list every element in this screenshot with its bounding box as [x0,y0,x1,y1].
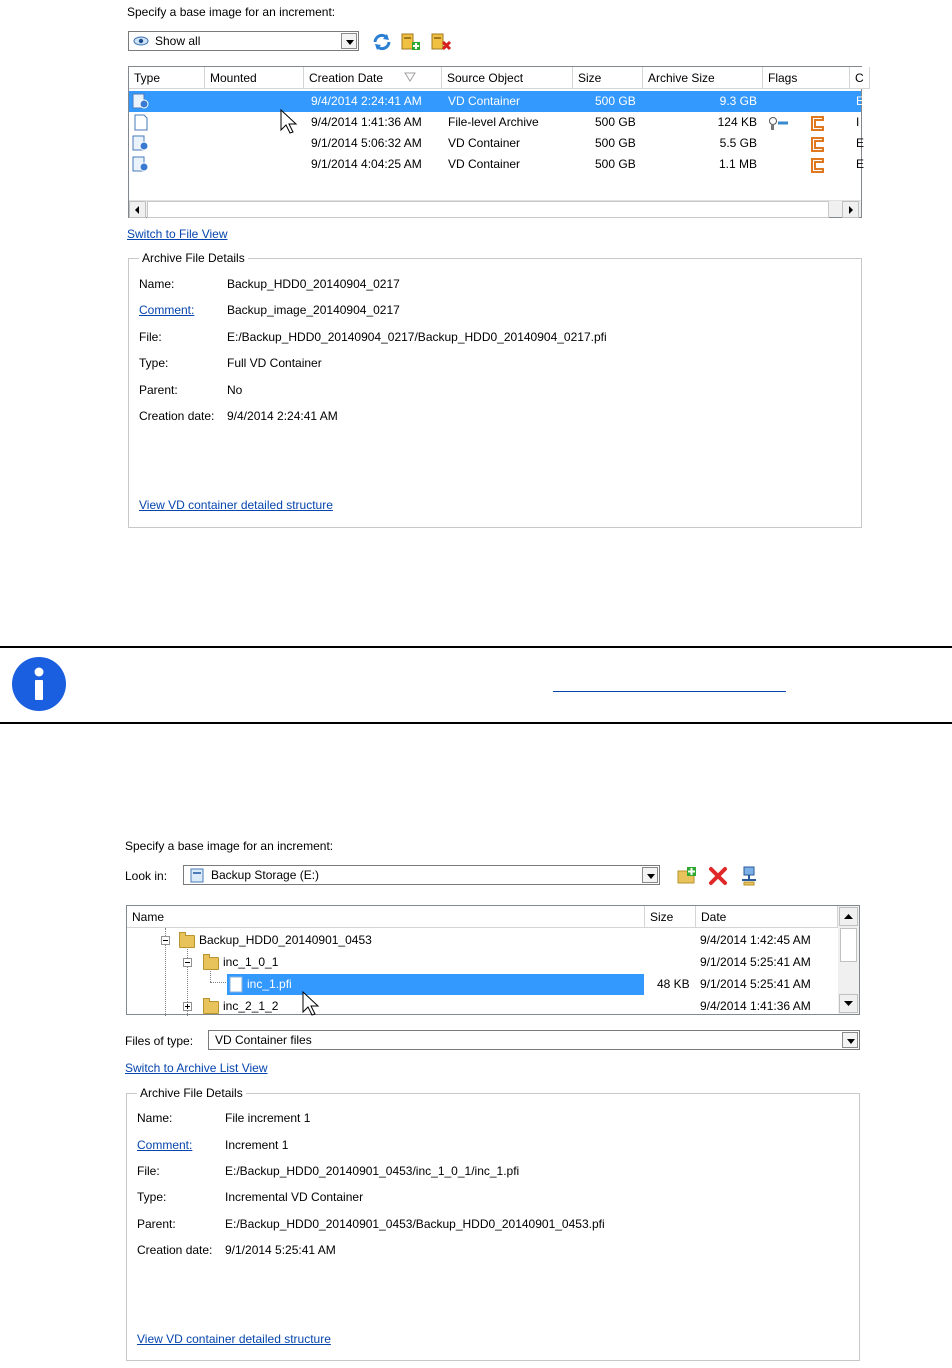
column-header-date[interactable]: Date [696,906,838,928]
files-of-type-value: VD Container files [215,1033,312,1047]
column-header-source-object[interactable]: Source Object [442,67,573,89]
vd-container-icon [132,156,150,173]
note-link-underline[interactable] [553,691,786,692]
column-header-creation-date[interactable]: Creation Date [304,67,442,89]
scroll-down-button[interactable] [839,994,858,1013]
creation-date-label: Creation date: [137,1243,213,1257]
file-value: E:/Backup_HDD0_20140904_0217/Backup_HDD0_20140904_0217.pfi [227,330,607,344]
prompt-label: Specify a base image for an increment: [127,5,336,19]
mouse-cursor-icon [302,991,320,1017]
creation-date-value: 9/4/2014 2:24:41 AM [227,409,338,423]
column-header-size[interactable]: Size [645,906,696,928]
sort-descending-icon [404,72,416,82]
creation-date-value: 9/1/2014 5:25:41 AM [225,1243,336,1257]
comment-value: Increment 1 [225,1138,289,1152]
scroll-left-button[interactable] [129,201,146,218]
archive-file-details-group [126,1086,860,1361]
name-value: Backup_HDD0_20140904_0217 [227,277,400,291]
arrow-down-icon [840,995,857,1012]
type-value: Incremental VD Container [225,1190,364,1204]
creation-date-label: Creation date: [139,409,215,423]
refresh-icon[interactable] [371,31,393,53]
arrow-up-icon [840,908,857,925]
table-row[interactable]: 9/4/2014 2:24:41 AM VD Container 500 GB 9.3 GB E [129,91,861,112]
column-header-c[interactable]: C [850,67,870,89]
type-value: Full VD Container [227,356,322,370]
switch-to-file-view-link[interactable]: Switch to File View [127,227,228,241]
delete-archive-icon[interactable] [430,31,452,53]
mouse-cursor-icon [280,109,298,135]
table-row[interactable]: 9/1/2014 4:04:25 AM VD Container 500 GB 1.1 MB E [129,154,861,175]
chevron-down-icon[interactable] [842,1032,858,1048]
folder-icon [179,935,195,948]
prompt-label: Specify a base image for an increment: [125,839,334,853]
comment-link[interactable]: Comment: [137,1138,193,1152]
column-header-size[interactable]: Size [573,67,643,89]
type-label: Type: [137,1190,167,1204]
drive-icon [190,868,204,883]
vd-container-icon [132,93,150,110]
archive-flag-icon [809,136,827,152]
info-icon [11,656,67,712]
add-archive-icon[interactable] [400,31,422,53]
parent-value: E:/Backup_HDD0_20140901_0453/Backup_HDD0_20140901_0453.pfi [225,1217,605,1231]
arrow-right-icon [843,202,858,217]
view-structure-link[interactable]: View VD container detailed structure [137,1332,331,1346]
new-folder-icon[interactable] [676,865,698,887]
parent-value: No [227,383,243,397]
parent-label: Parent: [139,383,178,397]
look-in-dropdown[interactable] [183,865,660,885]
folder-icon [203,957,219,970]
file-label: File: [139,330,162,344]
delete-icon[interactable] [707,865,729,887]
table-row[interactable]: 9/1/2014 5:06:32 AM VD Container 500 GB 5.5 GB E [129,133,861,154]
expand-icon[interactable] [183,1002,192,1011]
key-flag-icon [768,115,790,131]
archive-flag-icon [809,157,827,173]
name-label: Name: [139,277,175,291]
switch-to-archive-list-view-link[interactable]: Switch to Archive List View [125,1061,268,1075]
look-in-label: Look in: [125,869,168,883]
chevron-down-icon[interactable] [341,33,357,49]
table-row[interactable]: 9/4/2014 1:41:36 AM File-level Archive 500 GB 124 KB I [129,112,861,133]
scroll-thumb[interactable] [147,201,829,218]
filter-dropdown[interactable] [128,31,359,51]
group-title: Archive File Details [139,251,248,265]
archive-table[interactable] [128,66,865,218]
tree-item[interactable]: inc_2_1_2 9/4/2014 1:41:36 AM [127,996,859,1017]
collapse-icon[interactable] [161,936,170,945]
file-archive-icon [133,114,149,132]
view-structure-link[interactable]: View VD container detailed structure [139,498,333,512]
column-header-name[interactable]: Name [127,906,645,928]
files-of-type-dropdown[interactable] [208,1030,860,1050]
column-header-flags[interactable]: Flags [763,67,850,89]
tree-item[interactable]: inc_1.pfi 48 KB 9/1/2014 5:25:41 AM [127,974,859,995]
comment-link[interactable]: Comment: [139,303,195,317]
tree-item[interactable]: Backup_HDD0_20140901_0453 9/4/2014 1:42:45 AM [127,930,859,951]
name-label: Name: [137,1111,173,1125]
file-value: E:/Backup_HDD0_20140901_0453/inc_1_0_1/inc_1.pfi [225,1164,520,1178]
column-header-mounted[interactable]: Mounted [205,67,304,89]
eye-filter-icon [133,34,149,48]
group-title: Archive File Details [137,1086,246,1100]
files-of-type-label: Files of type: [125,1034,194,1048]
scroll-up-button[interactable] [839,907,858,926]
file-tree-list[interactable] [126,905,860,1015]
collapse-icon[interactable] [183,958,192,967]
vd-container-icon [132,135,150,152]
name-value: File increment 1 [225,1111,311,1125]
file-icon [229,976,243,993]
vertical-scrollbar[interactable] [838,906,859,1014]
chevron-down-icon[interactable] [642,867,658,883]
archive-file-details-group [128,251,862,528]
file-label: File: [137,1164,160,1178]
parent-label: Parent: [137,1217,176,1231]
tree-item[interactable]: inc_1_0_1 9/1/2014 5:25:41 AM [127,952,859,973]
type-label: Type: [139,356,169,370]
filter-value: Show all [155,34,201,48]
archive-flag-icon [809,115,827,131]
network-icon[interactable] [738,865,760,887]
scroll-thumb[interactable] [840,928,857,962]
comment-value: Backup_image_20140904_0217 [227,303,400,317]
column-header-type[interactable]: Type [129,67,205,89]
folder-icon [203,1001,219,1014]
scroll-right-button[interactable] [842,201,859,218]
column-header-archive-size[interactable]: Archive Size [643,67,763,89]
note-top-rule [0,646,952,648]
note-bottom-rule [0,722,952,724]
horizontal-scrollbar[interactable] [129,200,861,217]
arrow-left-icon [130,202,145,217]
look-in-value: Backup Storage (E:) [211,868,320,882]
